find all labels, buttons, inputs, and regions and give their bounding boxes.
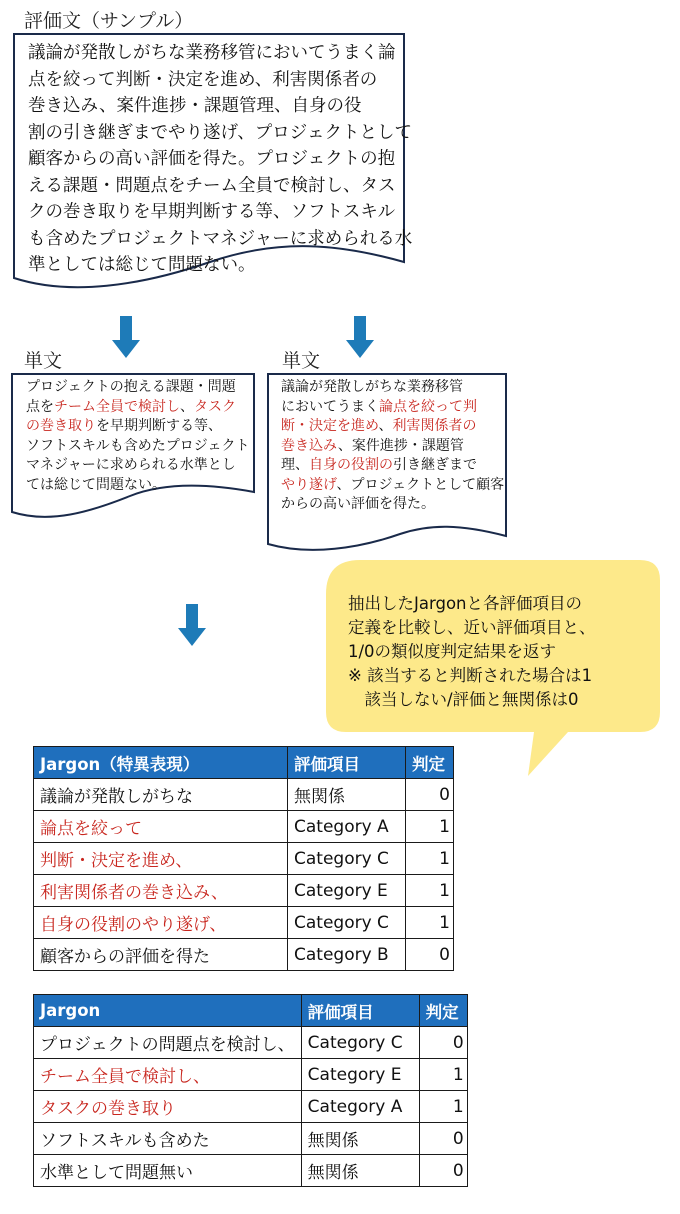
- category-cell: Category A: [288, 811, 406, 843]
- highlighted-jargon: チーム全員で検討し: [54, 398, 180, 415]
- score-cell: 0: [419, 1027, 467, 1059]
- jargon-cell: タスクの巻き取り: [34, 1091, 302, 1123]
- callout-line: 1/0の類似度判定結果を返す: [348, 642, 557, 661]
- doc-text-segment: 議論が発散しがちな業務移管: [281, 379, 463, 395]
- doc-text-segment: 、: [378, 418, 393, 434]
- doc-line: える課題・問題点をチーム全員で検討し、タス: [28, 175, 396, 196]
- column-header-jargon: Jargon: [34, 995, 302, 1027]
- category-cell: Category A: [301, 1091, 419, 1123]
- table-row: [34, 1059, 468, 1091]
- callout-line: 抽出したJargonと各評価項目の: [348, 594, 582, 613]
- jargon-cell: 判断・決定を進め、: [34, 843, 288, 875]
- right-doc-label: 単文: [282, 350, 321, 372]
- score-cell: 1: [406, 875, 454, 907]
- score-cell: 1: [419, 1059, 467, 1091]
- column-header-jargon: Jargon（特異表現）: [34, 747, 288, 779]
- highlighted-jargon: 論点を絞って判: [379, 398, 477, 415]
- doc-line: も含めたプロジェクトマネジャーに求められる水: [28, 228, 413, 249]
- doc-text-segment: 理、: [281, 457, 309, 473]
- highlighted-jargon: の巻き取り: [26, 418, 96, 434]
- score-cell: 0: [406, 779, 454, 811]
- category-cell: Category E: [288, 875, 406, 907]
- highlighted-jargon: 自身の役割の: [309, 457, 393, 473]
- left-doc-label: 単文: [24, 350, 63, 372]
- table-row: [34, 843, 454, 875]
- table-row: [34, 1155, 468, 1187]
- category-cell: Category B: [288, 939, 406, 971]
- highlighted-jargon: タスク: [194, 398, 236, 415]
- callout-text: [348, 592, 596, 712]
- column-header-category: 評価項目: [301, 995, 419, 1027]
- doc-text-segment: ては総じて問題ない。: [26, 476, 166, 493]
- jargon-cell: チーム全員で検討し、: [34, 1059, 302, 1091]
- jargon-table-2: [33, 994, 468, 1187]
- doc-line: 巻き込み、案件進捗・課題管理、自身の役: [28, 96, 362, 116]
- callout-line: 定義を比較し、近い評価項目と、: [348, 618, 596, 637]
- doc-text-segment: ソフトスキルも含めたプロジェクト: [26, 437, 250, 454]
- doc-line: 点を絞って判断・決定を進め、利害関係者の: [28, 69, 378, 90]
- score-cell: 0: [406, 939, 454, 971]
- doc-text-segment: 、: [180, 398, 194, 415]
- column-header-score: 判定: [406, 747, 454, 779]
- table-row: [34, 1091, 468, 1123]
- score-cell: 1: [419, 1091, 467, 1123]
- jargon-cell: ソフトスキルも含めた: [34, 1123, 302, 1155]
- category-cell: 無関係: [288, 779, 406, 811]
- table-row: [34, 779, 454, 811]
- jargon-cell: 顧客からの評価を得た: [34, 939, 288, 971]
- doc-text-segment: を早期判断する等、: [96, 418, 222, 434]
- score-cell: 1: [406, 843, 454, 875]
- table-row: [34, 1123, 468, 1155]
- jargon-cell: 議論が発散しがちな: [34, 779, 288, 811]
- table-row: [34, 1027, 468, 1059]
- jargon-cell: 利害関係者の巻き込み、: [34, 875, 288, 907]
- callout-line: ※ 該当すると判断された場合は1: [348, 666, 593, 685]
- table-row: [34, 939, 454, 971]
- category-cell: 無関係: [301, 1155, 419, 1187]
- category-cell: Category E: [301, 1059, 419, 1091]
- main-doc-title: 評価文（サンプル）: [24, 10, 194, 32]
- score-cell: 0: [419, 1155, 467, 1187]
- column-header-category: 評価項目: [288, 747, 406, 779]
- doc-text-segment: 点を: [26, 398, 54, 415]
- doc-line: 準としては総じて問題ない。: [28, 255, 256, 275]
- highlighted-jargon: 利害関係者の: [392, 418, 477, 434]
- jargon-table-1: [33, 746, 454, 971]
- doc-text-segment: 、案件進捗・課題管: [337, 437, 464, 454]
- table-row: [34, 907, 454, 939]
- doc-text-segment: 、プロジェクトとして顧客: [336, 476, 505, 493]
- doc-text-segment: からの高い評価を得た。: [281, 496, 435, 512]
- jargon-cell: プロジェクトの問題点を検討し、: [34, 1027, 302, 1059]
- doc-text-segment: プロジェクトの抱える課題・問題: [26, 379, 236, 395]
- highlighted-jargon: 巻き込み: [281, 437, 338, 454]
- category-cell: 無関係: [301, 1123, 419, 1155]
- jargon-cell: 自身の役割のやり遂げ、: [34, 907, 288, 939]
- score-cell: 0: [419, 1123, 467, 1155]
- category-cell: Category C: [301, 1027, 419, 1059]
- doc-line: 議論が発散しがちな業務移管においてうまく論: [28, 43, 396, 63]
- doc-line: 顧客からの高い評価を得た。プロジェクトの抱: [28, 149, 396, 169]
- doc-line: 割の引き継ぎまでやり遂げ、プロジェクトとして: [28, 122, 412, 143]
- callout-line: 該当しない/評価と無関係は0: [348, 690, 579, 709]
- jargon-cell: 論点を絞って: [34, 811, 288, 843]
- jargon-cell: 水準として問題無い: [34, 1155, 302, 1187]
- table-row: [34, 875, 454, 907]
- highlighted-jargon: 断・決定を進め: [281, 418, 379, 434]
- column-header-score: 判定: [419, 995, 467, 1027]
- doc-text-segment: 引き継ぎまで: [393, 457, 477, 473]
- category-cell: Category C: [288, 907, 406, 939]
- score-cell: 1: [406, 907, 454, 939]
- score-cell: 1: [406, 811, 454, 843]
- table-row: [34, 811, 454, 843]
- doc-text-segment: においてうまく: [281, 398, 379, 415]
- category-cell: Category C: [288, 843, 406, 875]
- doc-line: クの巻き取りを早期判断する等、ソフトスキル: [28, 202, 396, 222]
- highlighted-jargon: やり遂げ: [281, 476, 337, 493]
- doc-text-segment: マネジャーに求められる水準とし: [26, 457, 236, 473]
